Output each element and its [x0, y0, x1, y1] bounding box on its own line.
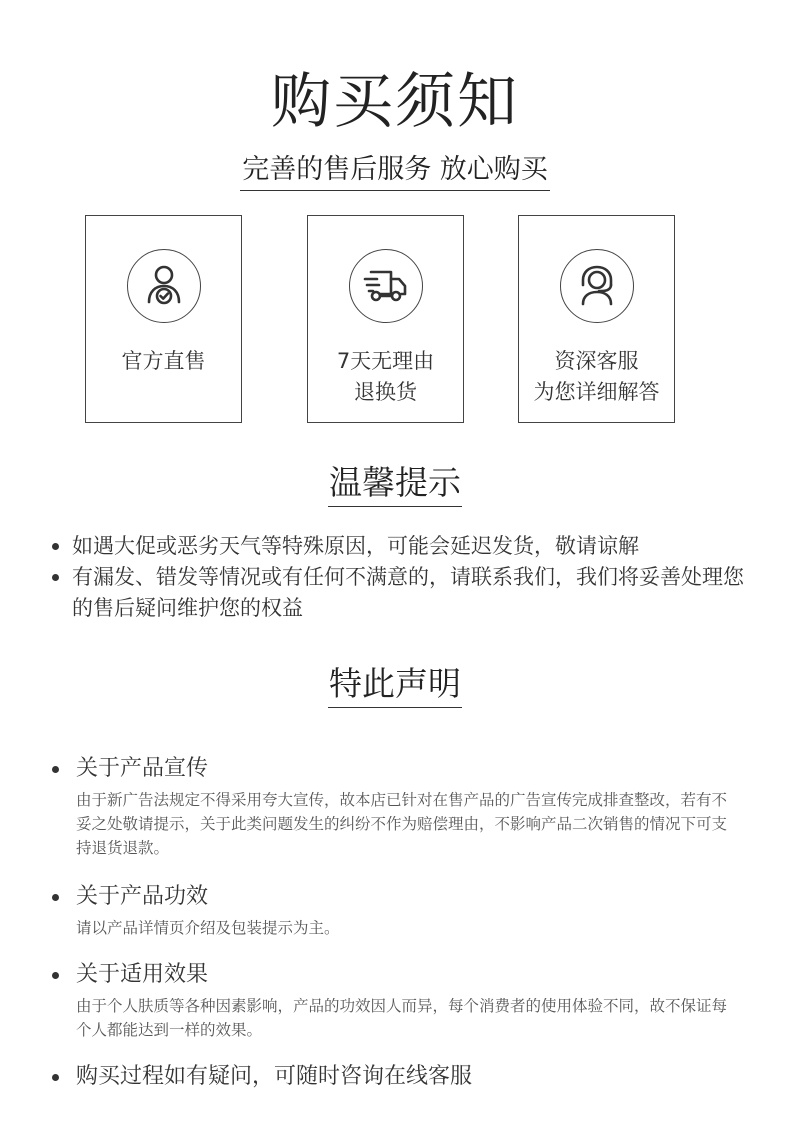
- page-subtitle: 完善的售后服务 放心购买: [240, 150, 550, 191]
- service-card-line: 资深客服: [554, 349, 639, 373]
- bullet-dot: [52, 574, 59, 581]
- declaration-item-body: 请以产品详情页介绍及包装提示为主。: [76, 919, 340, 937]
- list-item: [50, 562, 750, 624]
- service-card-text: [86, 346, 241, 377]
- service-card-line: 7天无理由: [336, 349, 435, 373]
- service-card-support: [518, 215, 675, 423]
- declaration-item-title: 购买过程如有疑问，可随时咨询在线客服: [76, 1064, 473, 1089]
- bullet-dot: [52, 972, 59, 979]
- customer-service-headset-icon: [560, 249, 634, 323]
- declaration-item-title-row: [50, 960, 740, 990]
- declaration-item-body: 由于个人肤质等各种因素影响，产品的功效因人而异，每个消费者的使用体验不同，故不保证每个人都能达到一样的效果。: [76, 997, 728, 1039]
- declaration-item-promotion: [50, 754, 740, 860]
- declaration-item-title-row: [50, 882, 740, 912]
- declaration-item-efficacy: [50, 882, 740, 940]
- tips-heading-container: [0, 460, 790, 507]
- declaration-heading: 特此声明: [328, 661, 462, 708]
- bullet-dot: [52, 543, 59, 550]
- declaration-item-title-row: [50, 754, 740, 784]
- service-card-return: [307, 215, 464, 423]
- tip-text: 如遇大促或恶劣天气等特殊原因，可能会延迟发货，敬请谅解: [72, 534, 639, 558]
- service-card-text: [308, 346, 463, 408]
- service-card-text: [519, 346, 674, 408]
- declaration-item-title: 关于适用效果: [76, 962, 209, 987]
- declaration-item-contact: [50, 1062, 740, 1092]
- tips-list: [50, 531, 750, 624]
- service-card-official: [85, 215, 242, 423]
- subtitle-container: [0, 150, 790, 191]
- declaration-item-effect: [50, 960, 740, 1042]
- bullet-dot: [52, 1074, 59, 1081]
- declaration-item-body: 由于新广告法规定不得采用夸大宣传，故本店已针对在售产品的广告宣传完成排查整改，若有不妥之处敬请提示，关于此类问题发生的纠纷不作为赔偿理由，不影响产品二次销售的情况下可支持退货退款。: [76, 791, 728, 857]
- service-cards: [0, 215, 790, 427]
- tips-heading: 温馨提示: [328, 460, 462, 507]
- person-check-icon: [127, 249, 201, 323]
- bullet-dot: [52, 894, 59, 901]
- declaration-item-title: 关于产品宣传: [76, 756, 209, 781]
- declaration-item-title: 关于产品功效: [76, 884, 209, 909]
- service-card-line: 为您详细解答: [533, 380, 660, 404]
- declaration-heading-container: [0, 661, 790, 708]
- page-title: 购买须知: [271, 67, 519, 137]
- list-item: [50, 531, 750, 562]
- service-card-line: 退换货: [354, 380, 417, 404]
- bullet-dot: [52, 766, 59, 773]
- service-card-line: 官方直售: [121, 349, 206, 373]
- delivery-truck-icon: [349, 249, 423, 323]
- declaration-item-title-row: [50, 1062, 740, 1092]
- tip-text: 有漏发、错发等情况或有任何不满意的，请联系我们，我们将妥善处理您的售后疑问维护您的权益: [72, 565, 744, 620]
